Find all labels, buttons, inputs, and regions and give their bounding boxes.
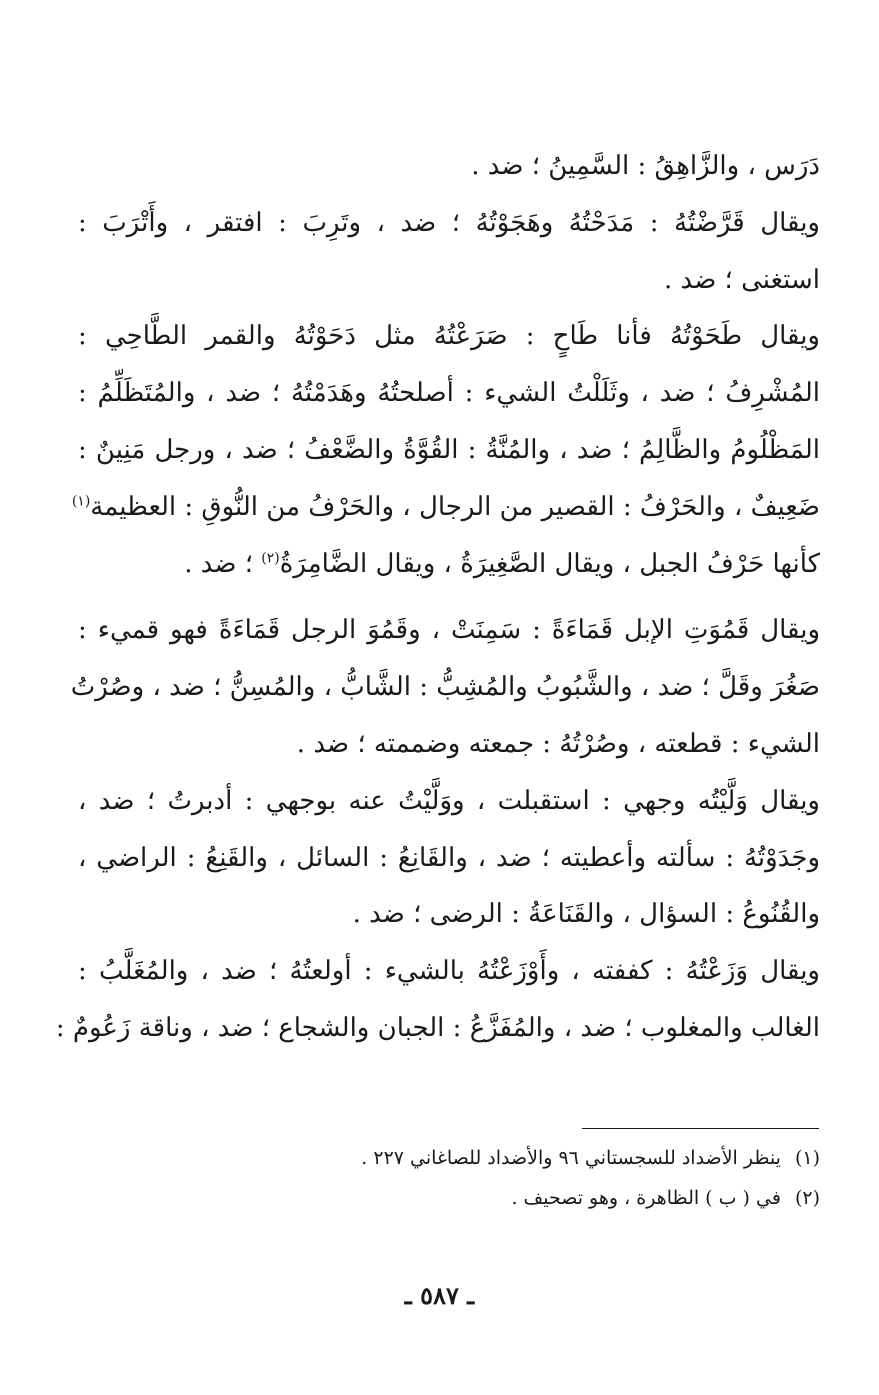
text-line: صَغُرَ وقَلَّ ؛ ضد ، والشَّبُوبُ والمُشِبُّ : الشَّابُّ ، والمُسِنُّ ؛ ضد ، وصُرْتُ [70, 672, 820, 703]
text-line: المَظْلُومُ والظَّالِمُ ؛ ضد ، والمُنَّةُ : القُوَّةُ والضَّعْفُ ؛ ضد ، ورجل مَنِينٌ : [78, 434, 820, 465]
footnote-marker: (٢) [261, 549, 280, 566]
footnote-text: في ( ب ) الظاهرة ، وهو تصحيف . [511, 1187, 781, 1209]
text-line: المُشْرِفُ ؛ ضد ، وثَلَلْتُ الشيء : أصلحتُهُ وهَدَمْتُهُ ؛ ضد ، والمُتَظَلِّمُ : [78, 378, 820, 409]
text-line: وجَدَوْتُهُ : سألته وأعطيته ؛ ضد ، والقَانِعُ : السائل ، والقَنِعُ : الراضي ، [78, 842, 820, 873]
footnotes [120, 1138, 820, 1218]
text-line-with-footnote [78, 536, 820, 593]
body-text [55, 138, 820, 1057]
text-line: والقُنُوعُ : السؤال ، والقَنَاعَةُ : الرضى ؛ ضد . [352, 899, 820, 930]
text-line: ويقال قَمُوَتِ الإبل قَمَاءَةً : سَمِنَتْ ، وقَمُوَ الرجل قَمَاءَةً فهو قميء : [78, 615, 820, 646]
footnote-marker: (١) [71, 493, 91, 510]
text-line: ويقال قَرَّضْتُهُ : مَدَحْتُهُ وهَجَوْتُهُ ؛ ضد ، وتَرِبَ : افتقر ، وأَتْرَبَ : [78, 207, 820, 238]
text-line-with-footnote [71, 479, 820, 536]
text-line-segment: ؛ ضد . [184, 548, 262, 579]
text-line-segment: ضَعِيفٌ ، والحَرْفُ : القصير من الرجال ، والحَرْفُ من النُّوقِ : العظيمة [90, 491, 820, 522]
text-line-segment: كأنها حَرْفُ الجبل ، ويقال الصَّغِيرَةُ ، ويقال الضَّامِرَةُ [279, 548, 820, 579]
footnote-number: (١) [794, 1147, 820, 1169]
footnote-text: ينظر الأضداد للسجستاني ٩٦ والأضداد للصاغاني ٢٢٧ . [361, 1147, 781, 1169]
footnote-item [120, 1138, 820, 1178]
text-line: استغنى ؛ ضد . [664, 264, 820, 295]
text-line: ويقال وَزَعْتُهُ : كففته ، وأَوْزَعْتُهُ بالشيء : أولعتُهُ ؛ ضد ، والمُغَلَّبُ : [78, 956, 820, 987]
text-line: الشيء : قطعته ، وصُرْتُهُ : جمعته وضممته ؛ ضد . [296, 728, 820, 759]
footnote-item [120, 1178, 820, 1218]
text-line: ويقال وَلَّيْتُه وجهي : استقبلت ، ووَلَّيْتُ عنه بوجهي : أدبرتُ ؛ ضد ، [78, 785, 820, 816]
footnote-number: (٢) [794, 1187, 820, 1209]
text-line: ويقال طَحَوْتُهُ فأنا طَاحٍ : صَرَعْتُهُ مثل دَحَوْتُهُ والقمر الطَّاحِي : [78, 321, 820, 352]
text-line: الغالب والمغلوب ؛ ضد ، والمُفَزَّعُ : الجبان والشجاع ؛ ضد ، وناقة زَعُومٌ : [55, 1012, 820, 1043]
text-line: دَرَس ، والزَّاهِقُ : السَّمِينُ ؛ ضد . [471, 151, 820, 181]
page-number: ـ ٥٨٧ ـ [404, 1281, 475, 1310]
footnote-divider [582, 1128, 819, 1129]
